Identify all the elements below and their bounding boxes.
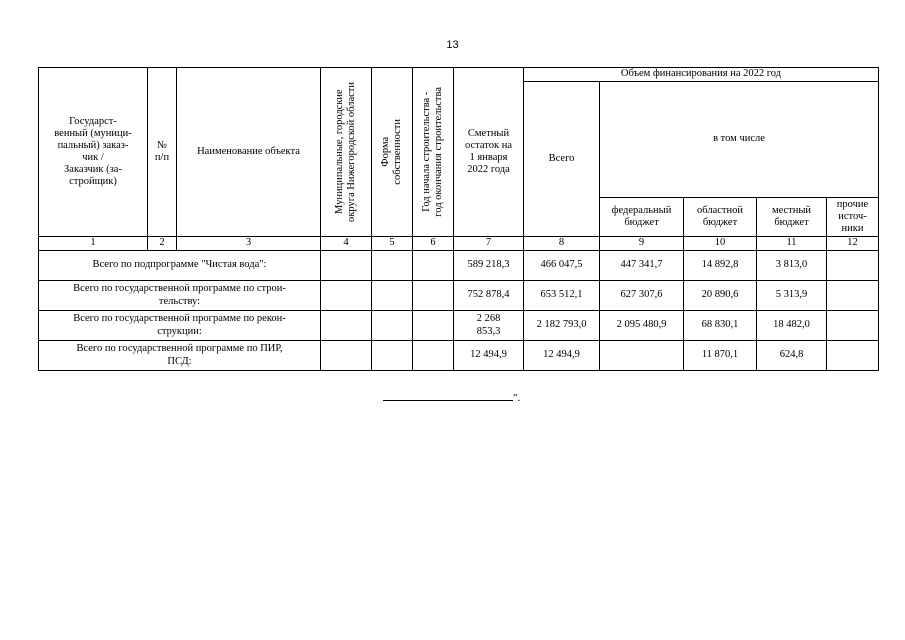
row-label: Всего по государственной программе по рекон- струкции: [39,311,321,341]
column-number: 8 [524,237,600,251]
column-number: 12 [827,237,879,251]
column-number: 11 [757,237,827,251]
signature-line [383,390,513,401]
column-number: 1 [39,237,148,251]
header-federal: федеральный бюджет [600,197,684,236]
header-other: прочие источ- ники [827,197,879,236]
row-ownership [372,251,413,281]
row-years [413,311,454,341]
row-total: 2 182 793,0 [524,311,600,341]
row-other [827,281,879,311]
header-total: Всего [524,82,600,237]
row-years [413,281,454,311]
row-ownership [372,281,413,311]
column-number: 2 [148,237,177,251]
row-ownership [372,341,413,371]
column-number: 9 [600,237,684,251]
column-number: 5 [372,237,413,251]
header-municipality: Муниципальные, городские округа Нижегородской области [321,68,372,237]
row-federal: 627 307,6 [600,281,684,311]
table-row [39,311,879,341]
header-object-name: Наименование объекта [177,68,321,237]
row-other [827,341,879,371]
row-remainder: 2 268 853,3 [454,311,524,341]
header-including: в том числе [600,82,879,198]
row-years [413,251,454,281]
column-number: 7 [454,237,524,251]
column-number: 4 [321,237,372,251]
row-local: 18 482,0 [757,311,827,341]
column-number: 3 [177,237,321,251]
column-number: 10 [684,237,757,251]
row-municipality [321,251,372,281]
table-row [39,341,879,371]
header-pp: № п/п [148,68,177,237]
header-remainder: Сметный остаток на 1 января 2022 года [454,68,524,237]
row-label: Всего по подпрограмме "Чистая вода": [39,251,321,281]
row-remainder: 589 218,3 [454,251,524,281]
row-label: Всего по государственной программе по строи- тельству: [39,281,321,311]
financing-table [38,67,879,371]
row-regional: 20 890,6 [684,281,757,311]
header-customer: Государст- венный (муници- пальный) заказ- чик / Заказчик (за- стройщик) [39,68,148,237]
row-federal [600,341,684,371]
row-municipality [321,341,372,371]
row-total: 653 512,1 [524,281,600,311]
table-row [39,251,879,281]
row-regional: 11 870,1 [684,341,757,371]
row-local: 5 313,9 [757,281,827,311]
row-total: 12 494,9 [524,341,600,371]
row-federal: 2 095 480,9 [600,311,684,341]
row-years [413,341,454,371]
row-label: Всего по государственной программе по ПИР, ПСД: [39,341,321,371]
header-regional: областной бюджет [684,197,757,236]
row-regional: 68 830,1 [684,311,757,341]
row-municipality [321,281,372,311]
page-number: 13 [446,39,459,51]
row-total: 466 047,5 [524,251,600,281]
row-remainder: 752 878,4 [454,281,524,311]
row-other [827,311,879,341]
row-local: 3 813,0 [757,251,827,281]
header-financing-group: Объем финансирования на 2022 год [524,68,879,82]
row-other [827,251,879,281]
column-number-row [39,237,879,251]
header-row-1 [39,68,879,82]
header-ownership: Форма собственности [372,68,413,237]
header-years: Год начала строительства - год окончания строительства [413,68,454,237]
table-row [39,281,879,311]
closing-mark: ". [513,392,521,404]
column-number: 6 [413,237,454,251]
row-municipality [321,311,372,341]
closing-line [383,390,520,404]
row-ownership [372,311,413,341]
row-federal: 447 341,7 [600,251,684,281]
row-regional: 14 892,8 [684,251,757,281]
row-local: 624,8 [757,341,827,371]
row-remainder: 12 494,9 [454,341,524,371]
header-local: местный бюджет [757,197,827,236]
